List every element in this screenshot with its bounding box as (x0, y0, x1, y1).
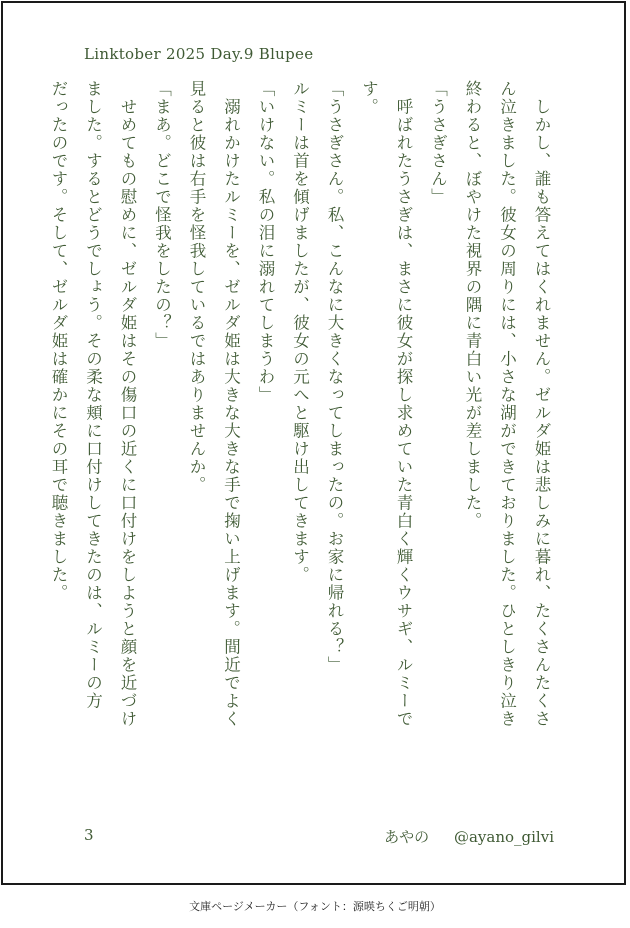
text-line: 「まあ。どこで怪我をしたの？」 (152, 80, 172, 350)
text-line: 「うさぎさん。私、こんなに大きくなってしまったの。お家に帰れる？」 (325, 80, 344, 674)
text-line: 呼ばれたうさぎは、まさに彼女が探し求めていた青白く輝くウサギ、ルミーで (394, 80, 413, 728)
author-handle: @ayano_gilvi (453, 828, 554, 846)
vertical-body-text (49, 80, 558, 800)
author-name: あやの (384, 828, 430, 846)
text-line: ルミーは首を傾げましたが、彼女の元へと駆け出してきます。 (290, 80, 310, 584)
text-line: 溺れかけたルミーを、ゼルダ姫は大きな大きな手で掬い上げます。間近でよく (221, 80, 241, 728)
author-credit (384, 826, 554, 847)
text-line: ました。するとどうでしょう。その柔な頬に口付けしてきたのは、ルミーの方 (83, 80, 103, 710)
page-header-title: Linktober 2025 Day.9 Blupee (84, 45, 314, 63)
text-line: しかし、誰も答えてはくれません。ゼルダ姫は悲しみに暮れ、たくさんたくさ (532, 80, 551, 728)
text-line: せめてもの慰めに、ゼルダ姫はその傷口の近くに口付けをしようと顔を近づけ (118, 80, 137, 728)
text-line: 見ると彼は右手を怪我しているではありませんか。 (187, 80, 206, 494)
text-line: す。 (359, 80, 379, 116)
text-line: 「いけない。私の泪に溺れてしまうわ」 (256, 80, 275, 404)
page-number: 3 (84, 826, 94, 844)
text-line: ん泣きました。彼女の周りには、小さな湖ができておりました。ひとしきり泣き (497, 80, 517, 728)
text-line: 「うさぎさん」 (428, 80, 448, 206)
text-line: だったのです。そして、ゼルダ姫は確かにその耳で聴きました。 (49, 80, 68, 602)
generator-credit: 文庫ページメーカー（フォント：源暎ちくご明朝） (189, 900, 441, 913)
text-line: 終わると、ぼやけた視界の隅に青白い光が差しました。 (463, 80, 482, 530)
